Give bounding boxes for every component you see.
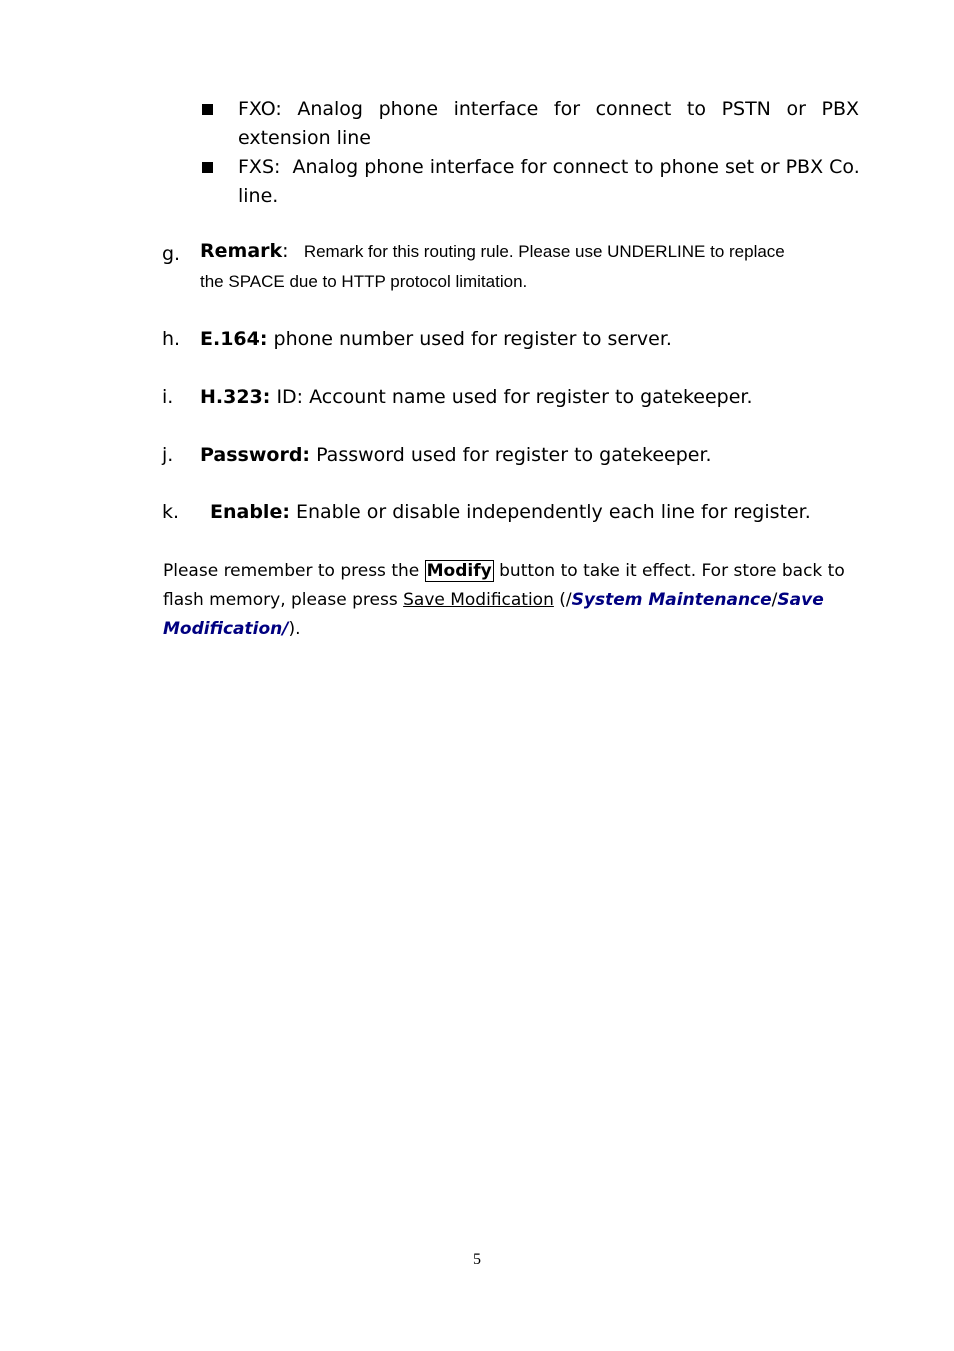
fxs-line-1 (238, 153, 860, 182)
remark-label: Remark (200, 240, 283, 262)
item-k (210, 501, 811, 523)
h323-description: ID: Account name used for register to gatekeeper. (276, 386, 753, 408)
password-label: Password: (200, 444, 311, 466)
page-number: 5 (473, 1251, 481, 1268)
e164-description: phone number used for register to server. (273, 328, 672, 350)
item-k-marker: k. (162, 501, 180, 523)
note-pre-modify: Please remember to press the (163, 561, 420, 581)
save-modification-link[interactable]: Save Modification (403, 590, 554, 610)
note-line-1 (163, 557, 845, 586)
system-maintenance-link[interactable]: System Maintenance (571, 590, 772, 610)
fxo-label: FXO: (238, 98, 282, 120)
password-description: Password used for register to gatekeeper. (316, 444, 712, 466)
item-h-marker: h. (162, 328, 181, 350)
paren-close: ). (288, 619, 301, 639)
note-line-3 (163, 615, 301, 644)
fxs-bullet-marker (202, 162, 213, 173)
fxs-line-2: line. (238, 185, 279, 207)
remark-colon: : (282, 240, 289, 262)
item-h (200, 328, 672, 350)
item-j (200, 444, 712, 466)
e164-label: E.164: (200, 328, 268, 350)
note-line-2 (163, 586, 824, 615)
item-j-marker: j. (162, 444, 174, 466)
item-g-line-1 (200, 240, 785, 262)
item-i (200, 386, 753, 408)
modification-link[interactable]: Modification/ (163, 619, 289, 639)
remark-description: Remark for this routing rule. Please use UNDERLINE to replace (303, 242, 785, 261)
save-link[interactable]: Save (777, 590, 824, 610)
enable-description: Enable or disable independently each line for register. (295, 501, 811, 523)
enable-label: Enable: (210, 501, 290, 523)
note-line2-pre: flash memory, please press (163, 590, 398, 610)
path-separator: / (771, 590, 778, 610)
modify-button: Modify (426, 561, 492, 581)
item-i-marker: i. (162, 386, 174, 408)
fxs-description: Analog phone interface for connect to phone set or PBX Co. (292, 156, 860, 178)
paren-open: (/ (559, 590, 572, 610)
fxo-description: Analog phone interface for connect to PSTN or PBX (297, 98, 859, 120)
item-g-line-2: the SPACE due to HTTP protocol limitation. (200, 272, 528, 291)
item-g-marker: g. (162, 243, 181, 265)
note-post-modify: button to take it effect. For store back to (499, 561, 845, 581)
fxo-bullet-marker (202, 104, 213, 115)
fxs-label: FXS: (238, 156, 281, 178)
h323-label: H.323: (200, 386, 271, 408)
fxo-line-1 (238, 95, 859, 124)
fxo-line-2: extension line (238, 127, 371, 149)
